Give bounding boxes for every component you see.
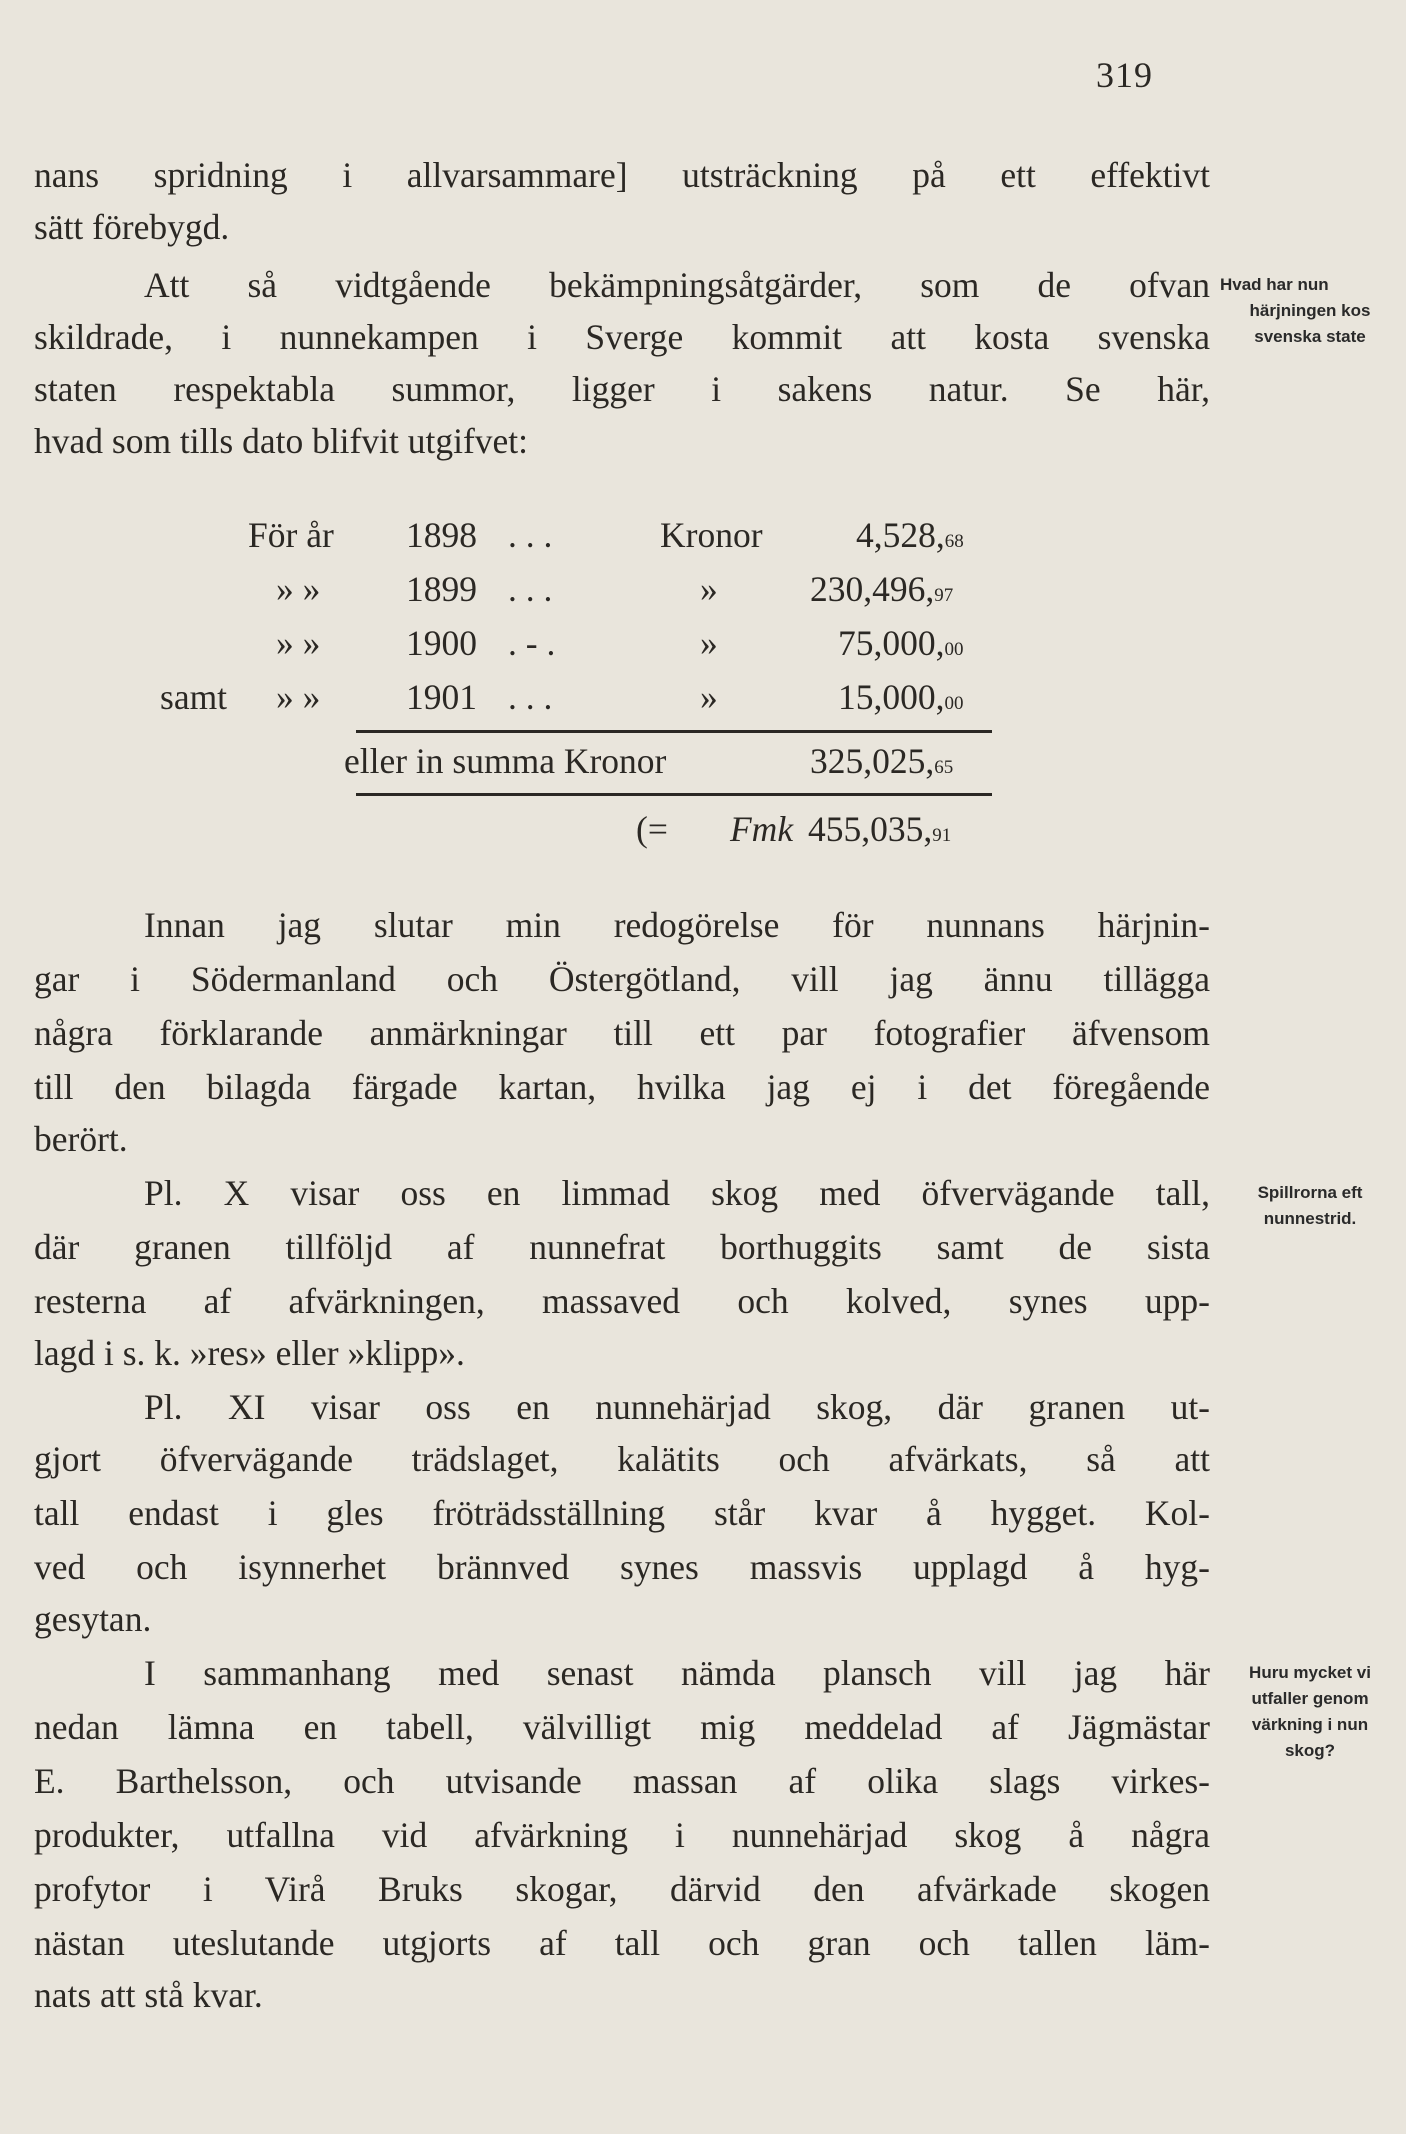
text-line: resterna af afvärkningen, massaved och kolved, synes upp- <box>34 1281 1210 1321</box>
sum-rule <box>356 730 992 733</box>
text-line: skildrade, i nunnekampen i Sverge kommit att kosta svenska <box>34 317 1210 357</box>
text-line: Att så vidtgående bekämpningsåtgärder, som de ofvan <box>144 265 1210 305</box>
text-line: profytor i Virå Bruks skogar, därvid den afvärkade skogen <box>34 1869 1210 1909</box>
text-line: där granen tillföljd af nunnefrat borthuggits samt de sista <box>34 1227 1210 1267</box>
text-line: nans spridning i allvarsammare] utsträckning på ett effektivt <box>34 155 1210 195</box>
text-line: gesytan. <box>34 1599 152 1639</box>
sum-rule <box>356 793 992 796</box>
text-line: till den bilagda färgade kartan, hvilka jag ej i det föregående <box>34 1067 1210 1107</box>
text-line: I sammanhang med senast nämda plansch vill jag här <box>144 1653 1210 1693</box>
text-line: några förklarande anmärkningar till ett par fotografier äfvensom <box>34 1013 1210 1053</box>
text-line: tall endast i gles fröträdsställning står kvar å hygget. Kol- <box>34 1493 1210 1533</box>
text-line: Pl. XI visar oss en nunnehärjad skog, där granen ut- <box>144 1387 1210 1427</box>
text-line: Innan jag slutar min redogörelse för nunnans härjnin- <box>144 905 1210 945</box>
text-line: ved och isynnerhet brännved synes massvis upplagd å hyg- <box>34 1547 1210 1587</box>
text-line: hvad som tills dato blifvit utgifvet: <box>34 421 529 461</box>
text-line: gar i Södermanland och Östergötland, vill jag ännu tillägga <box>34 959 1210 999</box>
book-page: 319 nans spridning i allvarsammare] utsträckning på ett effektivt sätt förebygd. Att så vidtgående bekämpningsåtgärder, som de ofvan skildrade, i nunnekampen i Sverge kommit att kosta svenska staten respektabla summor, ligger i sakens natur. Se här, hvad som tills dato blifvit utgifvet: Hvad har nun härjningen kos svenska state För år 1898 . . . Kronor 4,528,68 » » 1899 . . . » 230,496,97 » » 1900 . - . » 75,000,00 samt » » 1901 . . . » 15,000,00 eller in summa Kronor 325,025,65 (= Fmk 455,035,91 Innan jag slutar min redogörelse för nunnans härjnin- gar i Södermanland och Östergötland, vill jag ännu tillägga några förklarande anmärkningar till ett par fotografier äfvensom till den bilagda färgade kartan, hvilka jag ej i det föregående berört. Pl. X visar oss en limmad skog med öfvervägande tall, där granen tillföljd af nunnefrat borthuggits samt de sista resterna af afvärkningen, massaved och kolved, synes upp- lagd i s. k. »res» eller »klipp». Spillrorna eft nunnestrid. Pl. XI visar oss en nunnehärjad skog, där granen ut- gjort öfvervägande trädslaget, kalätits och afvärkats, så att tall endast i gles fröträdsställning står kvar å hygget. Kol- ved och isynnerhet brännved synes massvis upplagd å hyg- gesytan. I sammanhang med senast nämda plansch vill jag här nedan lämna en tabell, välvilligt mig meddelad af Jägmästar E. Barthelsson, och utvisande massan af olika slags virkes- produkter, utfallna vid afvärkning i nunnehärjad skog å några profytor i Virå Bruks skogar, därvid den afvärkade skogen nästan uteslutande utgjorts af tall och gran och tallen läm- nats att stå kvar. Huru mycket vi utfaller genom värkning i nun skog? <box>0 0 1406 2134</box>
text-line: nedan lämna en tabell, välvilligt mig meddelad af Jägmästar <box>34 1707 1210 1747</box>
text-line: Pl. X visar oss en limmad skog med öfvervägande tall, <box>144 1173 1210 1213</box>
text-line: gjort öfvervägande trädslaget, kalätits och afvärkats, så att <box>34 1439 1210 1479</box>
text-line: lagd i s. k. »res» eller »klipp». <box>34 1333 465 1373</box>
text-line: nats att stå kvar. <box>34 1975 263 2015</box>
margin-note: Huru mycket vi utfaller genom värkning i nun skog? <box>1249 1663 1371 1760</box>
text-line: E. Barthelsson, och utvisande massan af olika slags virkes- <box>34 1761 1210 1801</box>
text-line: produkter, utfallna vid afvärkning i nunnehärjad skog å några <box>34 1815 1210 1855</box>
margin-note: Hvad har nun härjningen kos svenska state <box>1220 275 1371 346</box>
page-number: 319 <box>1096 55 1153 95</box>
text-line: nästan uteslutande utgjorts af tall och gran och tallen läm- <box>34 1923 1210 1963</box>
margin-note: Spillrorna eft nunnestrid. <box>1257 1183 1363 1228</box>
text-line: berört. <box>34 1119 128 1159</box>
text-line: sätt förebygd. <box>34 207 230 247</box>
text-line: staten respektabla summor, ligger i sakens natur. Se här, <box>34 369 1210 409</box>
